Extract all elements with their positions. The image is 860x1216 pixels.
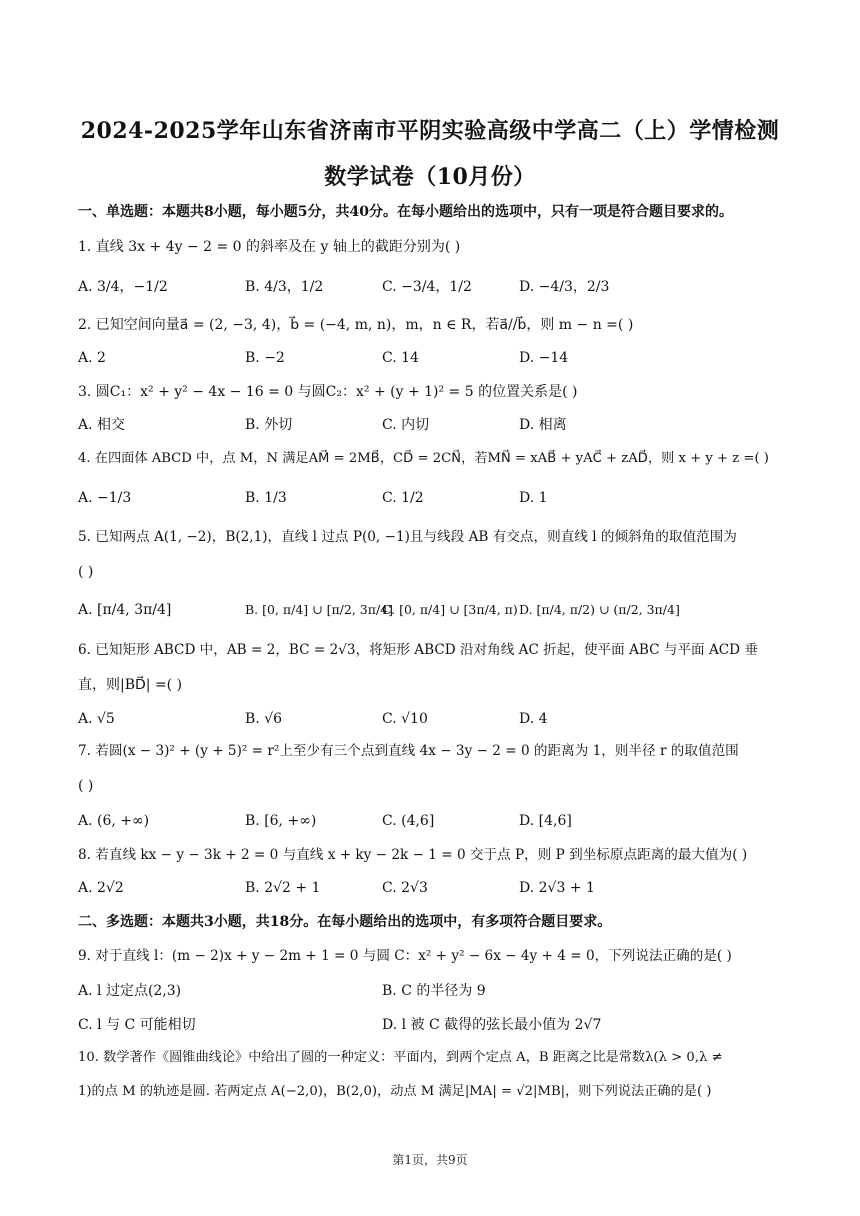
question-9-stem: 9. 对于直线 l：(m − 2)x + y − 2m + 1 = 0 与圆 C：x² + y² − 6x − 4y + 4 = 0，下列说法正确的是( ) — [78, 948, 732, 964]
question-3-option-d: D. 相离 — [519, 417, 567, 433]
question-2-option-a: A. 2 — [78, 350, 106, 366]
question-8-option-c: C. 2√3 — [382, 880, 428, 896]
question-7-stem-continued: ( ) — [78, 778, 94, 794]
question-1-option-c: C. −3/4，1/2 — [382, 279, 472, 295]
question-2-option-b: B. −2 — [245, 350, 285, 366]
question-10-stem-continued: 1)的点 M 的轨迹是圆. 若两定点 A(−2,0)，B(2,0)，动点 M 满足|MA| = √2|MB|，则下列说法正确的是( ) — [78, 1084, 712, 1099]
question-7-stem: 7. 若圆(x − 3)² + (y + 5)² = r²上至少有三个点到直线 4x − 3y − 2 = 0 的距离为 1，则半径 r 的取值范围 — [78, 743, 739, 759]
question-9-option-c: C. l 与 C 可能相切 — [78, 1017, 196, 1033]
question-1-stem: 1. 直线 3x + 4y − 2 = 0 的斜率及在 y 轴上的截距分别为( ) — [78, 239, 461, 255]
question-6-stem-continued: 直，则|BD⃗| =( ) — [78, 677, 183, 693]
question-5-stem-continued: ( ) — [78, 564, 94, 580]
question-5-option-b: B. [0, π/4] ∪ [π/2, 3π/4] — [245, 602, 393, 617]
question-5-option-a: A. [π/4, 3π/4] — [78, 602, 172, 618]
question-2-stem: 2. 已知空间向量a⃗ = (2, −3, 4)，b⃗ = (−4, m, n)，m，n ∈ R，若a⃗//b⃗，则 m − n =( ) — [78, 317, 634, 333]
question-1-option-b: B. 4/3，1/2 — [245, 279, 324, 295]
question-5-stem: 5. 已知两点 A(1, −2)，B(2,1)，直线 l 过点 P(0, −1)且与线段 AB 有交点，则直线 l 的倾斜角的取值范围为 — [78, 529, 737, 545]
question-4-option-b: B. 1/3 — [245, 490, 287, 506]
exam-title-line2: 数学试卷（10月份） — [324, 164, 536, 190]
question-7-option-c: C. (4,6] — [382, 813, 435, 829]
question-6-option-a: A. √5 — [78, 711, 115, 727]
question-7-option-a: A. (6, +∞) — [78, 813, 150, 829]
question-9-option-d: D. l 被 C 截得的弦长最小值为 2√7 — [382, 1017, 602, 1033]
question-1-option-a: A. 3/4，−1/2 — [78, 279, 168, 295]
section-heading-single-choice: 一、单选题：本题共8小题，每小题5分，共40分。在每小题给出的选项中，只有一项是符合题目要求的。 — [78, 204, 733, 220]
question-5-option-c: C. [0, π/4] ∪ [3π/4, π) — [382, 602, 518, 617]
question-7-option-d: D. [4,6] — [519, 813, 572, 829]
question-8-option-a: A. 2√2 — [78, 880, 124, 896]
page-footer: 第1页，共9页 — [392, 1153, 468, 1167]
question-6-option-b: B. √6 — [245, 711, 283, 727]
question-2-option-d: D. −14 — [519, 350, 569, 366]
question-3-option-c: C. 内切 — [382, 417, 430, 433]
question-9-option-a: A. l 过定点(2,3) — [78, 983, 182, 999]
question-7-option-b: B. [6, +∞) — [245, 813, 317, 829]
question-6-stem: 6. 已知矩形 ABCD 中，AB = 2，BC = 2√3，将矩形 ABCD 沿对角线 AC 折起，使平面 ABC 与平面 ACD 垂 — [78, 642, 758, 658]
question-5-option-d: D. [π/4, π/2) ∪ (π/2, 3π/4] — [519, 602, 680, 617]
question-8-stem: 8. 若直线 kx − y − 3k + 2 = 0 与直线 x + ky − 2k − 1 = 0 交于点 P，则 P 到坐标原点距离的最大值为( ) — [78, 847, 748, 863]
question-8-option-b: B. 2√2 + 1 — [245, 880, 321, 896]
question-10-stem: 10. 数学著作《圆锥曲线论》中给出了圆的一种定义：平面内，到两个定点 A，B 距离之比是常数λ(λ > 0,λ ≠ — [78, 1050, 723, 1065]
question-4-option-c: C. 1/2 — [382, 490, 424, 506]
question-3-option-b: B. 外切 — [245, 417, 293, 433]
question-6-option-d: D. 4 — [519, 711, 548, 727]
question-8-option-d: D. 2√3 + 1 — [519, 880, 595, 896]
question-2-option-c: C. 14 — [382, 350, 419, 366]
exam-title-line1: 2024-2025学年山东省济南市平阴实验高级中学高二（上）学情检测 — [80, 118, 780, 144]
question-4-option-d: D. 1 — [519, 490, 548, 506]
section-heading-multiple-choice: 二、多选题：本题共3小题，共18分。在每小题给出的选项中，有多项符合题目要求。 — [78, 914, 612, 930]
question-3-stem: 3. 圆C₁：x² + y² − 4x − 16 = 0 与圆C₂：x² + (y + 1)² = 5 的位置关系是( ) — [78, 384, 578, 400]
question-4-stem: 4. 在四面体 ABCD 中，点 M，N 满足AM⃗ = 2MB⃗，CD⃗ = 2CN⃗，若MN⃗ = xAB⃗ + yAC⃗ + zAD⃗，则 x + y + z =( ) — [78, 451, 769, 466]
question-1-option-d: D. −4/3，2/3 — [519, 279, 610, 295]
question-6-option-c: C. √10 — [382, 711, 428, 727]
question-4-option-a: A. −1/3 — [78, 490, 132, 506]
question-3-option-a: A. 相交 — [78, 417, 126, 433]
question-9-option-b: B. C 的半径为 9 — [382, 983, 486, 999]
